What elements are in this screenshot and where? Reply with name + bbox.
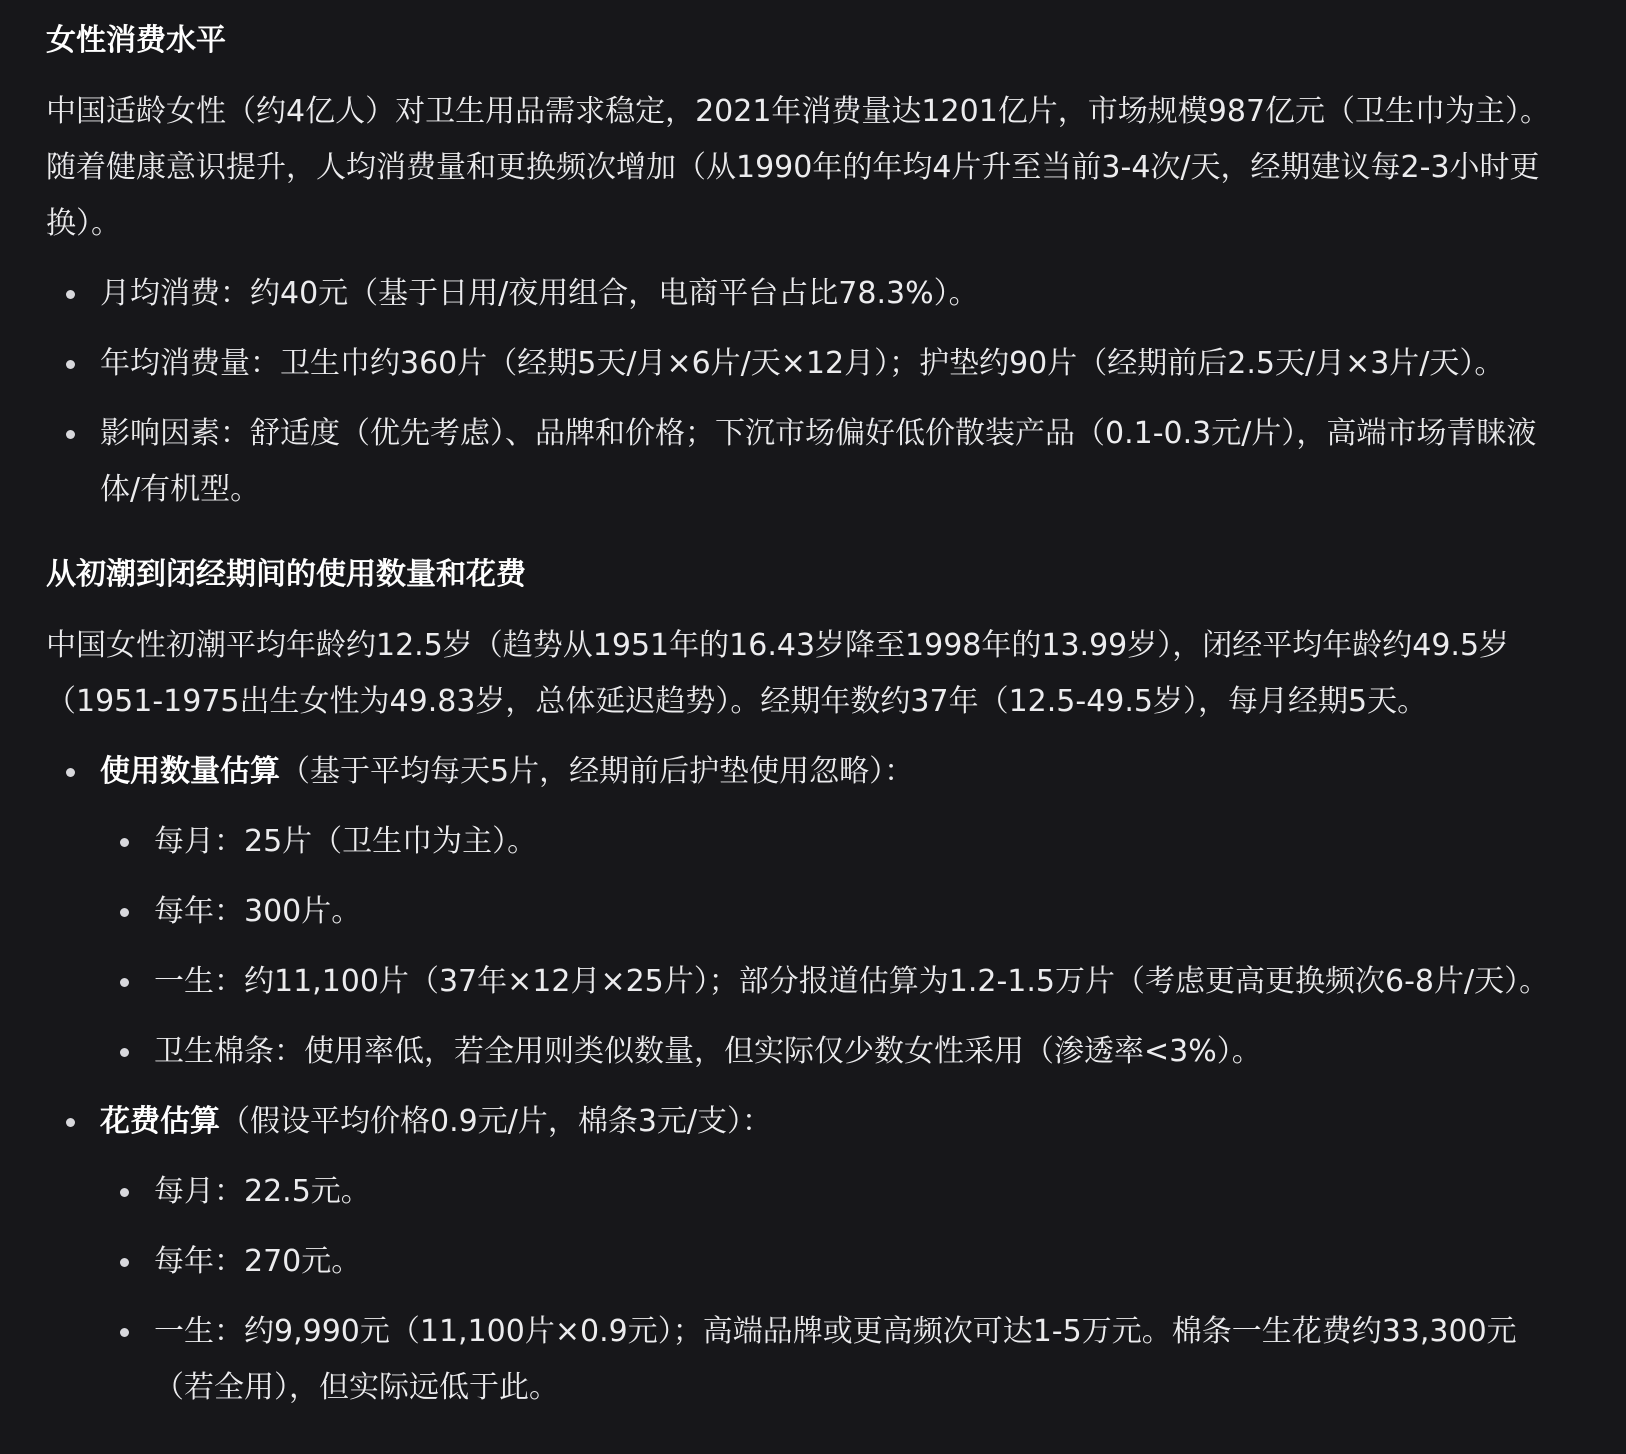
list-item-usage-monthly: 每月：25片（卫生巾为主）。	[100, 814, 1566, 870]
section-paragraph-lifetime: 中国女性初潮平均年龄约12.5岁（趋势从1951年的16.43岁降至1998年的13.99岁），闭经平均年龄约49.5岁（1951-1975出生女性为49.83岁，总体延迟趋势）。经期年数约37年（12.5-49.5岁），每月经期5天。	[46, 628, 1510, 719]
list-item-usage-lifetime: 一生：约11,100片（37年×12月×25片）；部分报道估算为1.2-1.5万片（考虑更高更换频次6-8片/天）。	[100, 954, 1566, 1010]
section-heading-lifetime-usage: 从初潮到闭经期间的使用数量和花费	[46, 557, 526, 592]
list-item-annual-volume: 年均消费量：卫生巾约360片（经期5天/月×6片/天×12月）；护垫约90片（经期前后2.5天/月×3片/天）。	[46, 336, 1566, 392]
list-item-cost-yearly: 每年：270元。	[100, 1234, 1566, 1290]
lifetime-bullet-list	[46, 744, 1566, 1416]
usage-sub-list	[100, 814, 1566, 1080]
section-heading-consumption-level: 女性消费水平	[46, 23, 226, 58]
list-item-influencing-factors: 影响因素：舒适度（优先考虑）、品牌和价格；下沉市场偏好低价散装产品（0.1-0.3元/片），高端市场青睐液体/有机型。	[46, 406, 1566, 518]
list-item-monthly-spend: 月均消费：约40元（基于日用/夜用组合，电商平台占比78.3%）。	[46, 266, 1566, 322]
list-item-usage-tampons: 卫生棉条：使用率低，若全用则类似数量，但实际仅少数女性采用（渗透率<3%）。	[100, 1024, 1566, 1080]
consumption-bullet-list	[46, 266, 1566, 518]
cost-sub-list	[100, 1164, 1566, 1416]
usage-estimate-title: 使用数量估算	[100, 754, 280, 789]
list-item-usage-yearly: 每年：300片。	[100, 884, 1566, 940]
list-item-cost-estimate	[46, 1094, 1566, 1416]
cost-estimate-note: （假设平均价格0.9元/片，棉条3元/支）：	[220, 1104, 773, 1139]
list-item-cost-monthly: 每月：22.5元。	[100, 1164, 1566, 1220]
list-item-cost-lifetime: 一生：约9,990元（11,100片×0.9元）；高端品牌或更高频次可达1-5万元。棉条一生花费约33,300元（若全用），但实际远低于此。	[100, 1304, 1566, 1416]
section-paragraph-consumption: 中国适龄女性（约4亿人）对卫生用品需求稳定，2021年消费量达1201亿片，市场规模987亿元（卫生巾为主）。随着健康意识提升，人均消费量和更换频次增加（从1990年的年均4片升至当前3-4次/天，经期建议每2-3小时更换）。	[46, 94, 1551, 241]
cost-estimate-title: 花费估算	[100, 1104, 220, 1139]
usage-estimate-note: （基于平均每天5片，经期前后护垫使用忽略）：	[280, 754, 915, 789]
list-item-usage-estimate	[46, 744, 1566, 1080]
